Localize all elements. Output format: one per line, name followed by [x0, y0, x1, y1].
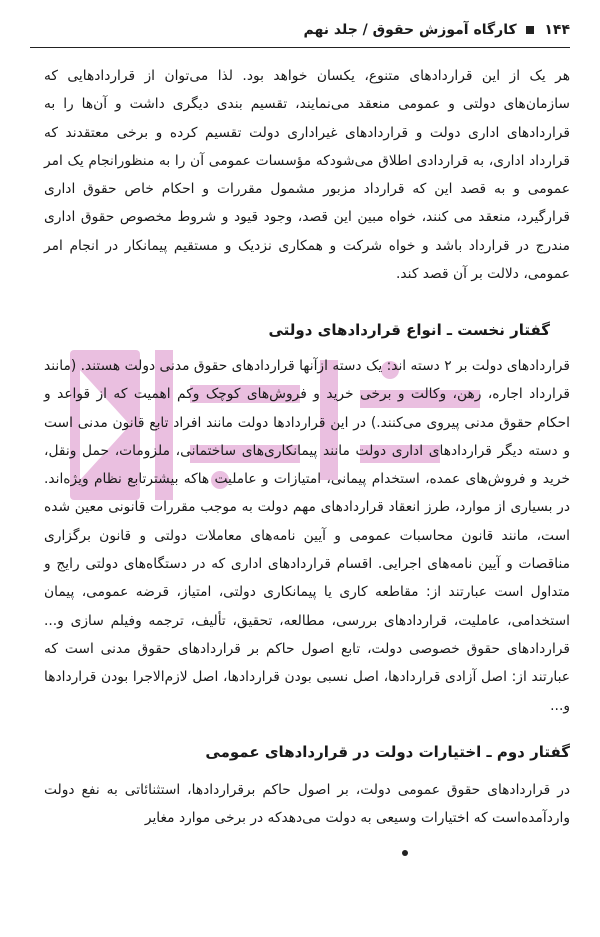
black-square-icon: [526, 26, 534, 34]
page-number: ۱۴۴: [544, 22, 570, 38]
paragraph-1: هر یک از این قراردادهای متنوع، یکسان خواهد بود. لذا می‌توان از قراردادهایی که سازمان‌های دولتی و عمومی منعقد می‌نمایند، تقسیم بندی دیگری داشت و آن‌ها را به قراردادهای اداری دولت و قراردادهای غیراداری دولت تقسیم کرده و برخی معتقدند که قرارداد اداری، به قراردادی اطلاق می‌شودکه مؤسسات عمومی آن را به منظورانجام یک امر عمومی و به قصد این که قرارداد مزبور مشمول مقررات و احکام خاص حقوق اداری قرارگیرد، منعقد می کنند، خواه مبین این قصد، وجود قیود و شروط مخصوص حقوق اداری مندرج در قرارداد باشد و خواه شرکت و همکاری نزدیک و مستقیم پیمانکار در انجام امر عمومی، دلالت بر آن قصد کند.: [44, 68, 570, 283]
paragraph-3: در قراردادهای حقوق عمومی دولت، بر اصول حاکم برقراردادها، استثنائاتی به نفع دولت واردآمده‌است که اختیارات وسیعی به دولت می‌دهدکه در برخی موارد مغایر: [44, 782, 570, 827]
running-header: [30, 18, 570, 42]
section-heading-2: گفتار دوم ـ اختیارات دولت در قراردادهای عمومی: [205, 743, 570, 761]
footnote-dot: [402, 850, 408, 856]
book-title: کارگاه آموزش حقوق / جلد نهم: [303, 22, 517, 38]
header-divider: [30, 47, 570, 48]
section-heading-1: گفتار نخست ـ انواع قراردادهای دولتی: [268, 321, 550, 339]
paragraph-2: قراردادهای دولت بر ۲ دسته اند: یک دسته ازآنها قراردادهای حقوق مدنی دولت هستند. (مانند قرارداد اجاره، رهن، وکالت و برخی خرید و فروش‌های کوچک وکم اهمیت که از قواعد و احکام حقوق مدنی پیروی می‌کنند.) در این قراردادها دولت مانند افراد تابع قانون مدنی است و دسته دیگر قراردادهای اداری دولت مانند پیمانکاری‌های ساختمانی، ملزومات، حمل ونقل، خرید و فروش‌های عمده، استخدام پیمانی، امتیازات و عاملیت هاکه بیشترتابع نظام ویژه‌اند. در بسیاری از موارد، طرز انعقاد قراردادهای مهم دولت به موجب مقررات قانونی معین شده است، مانند قانون محاسبات عمومی و آیین نامه‌های معاملات دولتی و قانون برگزاری مناقصات و آیین نامه‌های اجرایی. اقسام قراردادهای اداری که در دستگاه‌های دولتی رایج و متداول است عبارتند از: مقاطعه کاری یا پیمانکاری دولتی، امتیاز، قرضه عمومی، پیمان استخدامی، عاملیت، قراردادهای بررسی، مطالعه، تحقیق، تألیف، ترجمه وفیلم سازی و... قراردادهای حقوق خصوصی دولت، تابع اصول حاکم بر قراردادهای حقوق مدنی است که عبارتند از: اصل آزادی قراردادها، اصل نسبی بودن قراردادها، اصل لازم‌الاجرا بودن قراردادها و...: [44, 358, 570, 714]
